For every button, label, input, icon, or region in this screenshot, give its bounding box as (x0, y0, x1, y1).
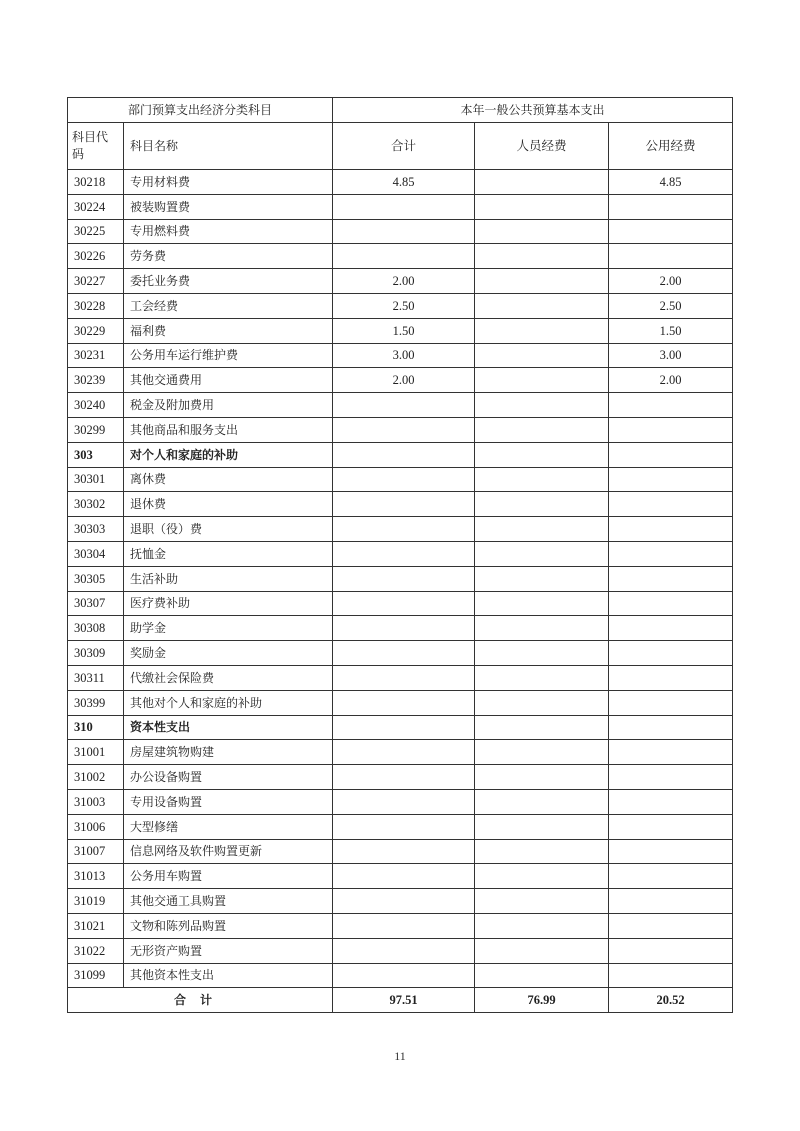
table-row (68, 467, 733, 492)
table-row (68, 442, 733, 467)
personnel-cell (475, 393, 609, 418)
table-row (68, 194, 733, 219)
table-row (68, 789, 733, 814)
subject-name-cell: 对个人和家庭的补助 (124, 442, 333, 467)
totals-personnel-cell: 76.99 (475, 988, 609, 1013)
subject-name-cell: 工会经费 (124, 293, 333, 318)
subject-code-cell: 31013 (68, 864, 124, 889)
table-row (68, 864, 733, 889)
subject-name-cell: 税金及附加费用 (124, 393, 333, 418)
subject-code-cell: 30309 (68, 641, 124, 666)
personnel-cell (475, 690, 609, 715)
personnel-cell (475, 343, 609, 368)
subject-name-cell: 文物和陈列品购置 (124, 913, 333, 938)
public-cell (609, 219, 733, 244)
subject-code-cell: 30307 (68, 591, 124, 616)
public-cell (609, 690, 733, 715)
subject-code-cell: 310 (68, 715, 124, 740)
table-row (68, 913, 733, 938)
subject-code-cell: 31002 (68, 765, 124, 790)
subject-name-cell: 奖励金 (124, 641, 333, 666)
personnel-cell (475, 740, 609, 765)
subject-name-cell: 专用设备购置 (124, 789, 333, 814)
subject-code-cell: 31001 (68, 740, 124, 765)
personnel-cell (475, 318, 609, 343)
total-cell (333, 467, 475, 492)
public-cell (609, 963, 733, 988)
table-row (68, 715, 733, 740)
total-cell (333, 740, 475, 765)
total-cell (333, 814, 475, 839)
subject-name-cell: 退休费 (124, 492, 333, 517)
subject-name-cell: 离休费 (124, 467, 333, 492)
total-cell: 3.00 (333, 343, 475, 368)
public-cell: 2.00 (609, 368, 733, 393)
total-cell (333, 839, 475, 864)
subject-name-cell: 信息网络及软件购置更新 (124, 839, 333, 864)
personnel-cell (475, 913, 609, 938)
totals-label: 合计 (68, 988, 333, 1013)
personnel-cell (475, 269, 609, 294)
public-cell (609, 194, 733, 219)
public-cell (609, 765, 733, 790)
subject-name-cell: 医疗费补助 (124, 591, 333, 616)
table-row (68, 343, 733, 368)
header-row-1 (68, 98, 733, 123)
header-total: 合计 (333, 123, 475, 170)
totals-total-cell: 97.51 (333, 988, 475, 1013)
table-row (68, 417, 733, 442)
header-row-2 (68, 123, 733, 170)
total-cell: 2.50 (333, 293, 475, 318)
personnel-cell (475, 665, 609, 690)
personnel-cell (475, 938, 609, 963)
personnel-cell (475, 244, 609, 269)
personnel-cell (475, 517, 609, 542)
total-cell: 1.50 (333, 318, 475, 343)
table-row (68, 293, 733, 318)
subject-code-cell: 30226 (68, 244, 124, 269)
table-row (68, 368, 733, 393)
table-row (68, 244, 733, 269)
table-row (68, 541, 733, 566)
total-cell (333, 715, 475, 740)
subject-code-cell: 31019 (68, 889, 124, 914)
public-cell (609, 442, 733, 467)
personnel-cell (475, 889, 609, 914)
budget-table (67, 97, 733, 1013)
public-cell (609, 665, 733, 690)
table-row (68, 765, 733, 790)
total-cell: 4.85 (333, 170, 475, 195)
table-row (68, 566, 733, 591)
subject-code-cell: 31007 (68, 839, 124, 864)
public-cell (609, 541, 733, 566)
subject-code-cell: 31006 (68, 814, 124, 839)
table-row (68, 219, 733, 244)
personnel-cell (475, 963, 609, 988)
personnel-cell (475, 194, 609, 219)
public-cell (609, 814, 733, 839)
total-cell (333, 913, 475, 938)
subject-name-cell: 其他资本性支出 (124, 963, 333, 988)
total-cell (333, 442, 475, 467)
subject-code-cell: 30228 (68, 293, 124, 318)
subject-code-cell: 31021 (68, 913, 124, 938)
table-row (68, 839, 733, 864)
public-cell: 4.85 (609, 170, 733, 195)
total-cell (333, 665, 475, 690)
total-cell (333, 616, 475, 641)
subject-name-cell: 委托业务费 (124, 269, 333, 294)
total-cell (333, 789, 475, 814)
public-cell (609, 715, 733, 740)
personnel-cell (475, 492, 609, 517)
total-cell (333, 765, 475, 790)
public-cell (609, 492, 733, 517)
personnel-cell (475, 541, 609, 566)
personnel-cell (475, 417, 609, 442)
public-cell: 1.50 (609, 318, 733, 343)
subject-code-cell: 30399 (68, 690, 124, 715)
public-cell (609, 641, 733, 666)
table-row (68, 889, 733, 914)
table-row (68, 665, 733, 690)
page-number: 11 (394, 1049, 406, 1063)
total-cell (333, 591, 475, 616)
subject-code-cell: 30308 (68, 616, 124, 641)
personnel-cell (475, 789, 609, 814)
public-cell (609, 517, 733, 542)
subject-code-cell: 30302 (68, 492, 124, 517)
public-cell (609, 839, 733, 864)
table-row (68, 616, 733, 641)
subject-code-cell: 30239 (68, 368, 124, 393)
subject-code-cell: 30304 (68, 541, 124, 566)
table-row (68, 591, 733, 616)
total-cell (333, 963, 475, 988)
total-cell: 2.00 (333, 269, 475, 294)
subject-code-cell: 31099 (68, 963, 124, 988)
header-basic-expenditure: 本年一般公共预算基本支出 (333, 98, 733, 123)
public-cell (609, 889, 733, 914)
personnel-cell (475, 765, 609, 790)
public-cell (609, 864, 733, 889)
header-subject-name: 科目名称 (124, 123, 333, 170)
table-row (68, 690, 733, 715)
public-cell (609, 244, 733, 269)
subject-code-cell: 30303 (68, 517, 124, 542)
personnel-cell (475, 839, 609, 864)
totals-public-cell: 20.52 (609, 988, 733, 1013)
totals-row (68, 988, 733, 1013)
subject-code-cell: 30225 (68, 219, 124, 244)
total-cell (333, 938, 475, 963)
subject-code-cell: 30311 (68, 665, 124, 690)
personnel-cell (475, 616, 609, 641)
total-cell (333, 864, 475, 889)
public-cell: 2.50 (609, 293, 733, 318)
header-economic-classification: 部门预算支出经济分类科目 (68, 98, 333, 123)
subject-name-cell: 其他商品和服务支出 (124, 417, 333, 442)
public-cell (609, 591, 733, 616)
personnel-cell (475, 467, 609, 492)
table-row (68, 393, 733, 418)
table-body (68, 98, 733, 1013)
personnel-cell (475, 864, 609, 889)
table-row (68, 740, 733, 765)
public-cell (609, 616, 733, 641)
total-cell (333, 541, 475, 566)
total-cell (333, 417, 475, 442)
subject-name-cell: 公务用车运行维护费 (124, 343, 333, 368)
total-cell (333, 641, 475, 666)
subject-code-cell: 30224 (68, 194, 124, 219)
subject-name-cell: 抚恤金 (124, 541, 333, 566)
table-row (68, 641, 733, 666)
header-personnel-expenses: 人员经费 (475, 123, 609, 170)
subject-name-cell: 专用材料费 (124, 170, 333, 195)
subject-name-cell: 办公设备购置 (124, 765, 333, 790)
subject-code-cell: 30227 (68, 269, 124, 294)
subject-code-cell: 31022 (68, 938, 124, 963)
total-cell (333, 219, 475, 244)
public-cell (609, 938, 733, 963)
subject-name-cell: 其他对个人和家庭的补助 (124, 690, 333, 715)
table-row (68, 814, 733, 839)
subject-name-cell: 代缴社会保险费 (124, 665, 333, 690)
subject-code-cell: 31003 (68, 789, 124, 814)
public-cell: 3.00 (609, 343, 733, 368)
subject-name-cell: 房屋建筑物购建 (124, 740, 333, 765)
personnel-cell (475, 219, 609, 244)
personnel-cell (475, 293, 609, 318)
subject-code-cell: 30301 (68, 467, 124, 492)
table-row (68, 517, 733, 542)
table-row (68, 963, 733, 988)
subject-name-cell: 劳务费 (124, 244, 333, 269)
table-row (68, 318, 733, 343)
personnel-cell (475, 368, 609, 393)
subject-code-cell: 30231 (68, 343, 124, 368)
total-cell (333, 194, 475, 219)
subject-code-cell: 30218 (68, 170, 124, 195)
total-cell: 2.00 (333, 368, 475, 393)
public-cell (609, 417, 733, 442)
subject-name-cell: 大型修缮 (124, 814, 333, 839)
table-row (68, 938, 733, 963)
subject-name-cell: 无形资产购置 (124, 938, 333, 963)
subject-name-cell: 公务用车购置 (124, 864, 333, 889)
public-cell (609, 566, 733, 591)
subject-name-cell: 退职（役）费 (124, 517, 333, 542)
subject-code-cell: 30229 (68, 318, 124, 343)
public-cell (609, 467, 733, 492)
personnel-cell (475, 715, 609, 740)
subject-code-cell: 303 (68, 442, 124, 467)
header-public-expenses: 公用经费 (609, 123, 733, 170)
public-cell (609, 789, 733, 814)
subject-name-cell: 资本性支出 (124, 715, 333, 740)
subject-name-cell: 其他交通工具购置 (124, 889, 333, 914)
public-cell: 2.00 (609, 269, 733, 294)
total-cell (333, 492, 475, 517)
personnel-cell (475, 641, 609, 666)
subject-code-cell: 30305 (68, 566, 124, 591)
subject-name-cell: 福利费 (124, 318, 333, 343)
total-cell (333, 244, 475, 269)
subject-name-cell: 专用燃料费 (124, 219, 333, 244)
table-row (68, 170, 733, 195)
subject-name-cell: 生活补助 (124, 566, 333, 591)
subject-name-cell: 其他交通费用 (124, 368, 333, 393)
table-row (68, 269, 733, 294)
header-subject-code: 科目代码 (68, 123, 124, 170)
public-cell (609, 393, 733, 418)
personnel-cell (475, 566, 609, 591)
personnel-cell (475, 591, 609, 616)
subject-name-cell: 被装购置费 (124, 194, 333, 219)
public-cell (609, 740, 733, 765)
public-cell (609, 913, 733, 938)
total-cell (333, 690, 475, 715)
total-cell (333, 889, 475, 914)
personnel-cell (475, 814, 609, 839)
subject-code-cell: 30299 (68, 417, 124, 442)
personnel-cell (475, 442, 609, 467)
personnel-cell (475, 170, 609, 195)
subject-code-cell: 30240 (68, 393, 124, 418)
total-cell (333, 393, 475, 418)
total-cell (333, 517, 475, 542)
table-row (68, 492, 733, 517)
total-cell (333, 566, 475, 591)
subject-name-cell: 助学金 (124, 616, 333, 641)
